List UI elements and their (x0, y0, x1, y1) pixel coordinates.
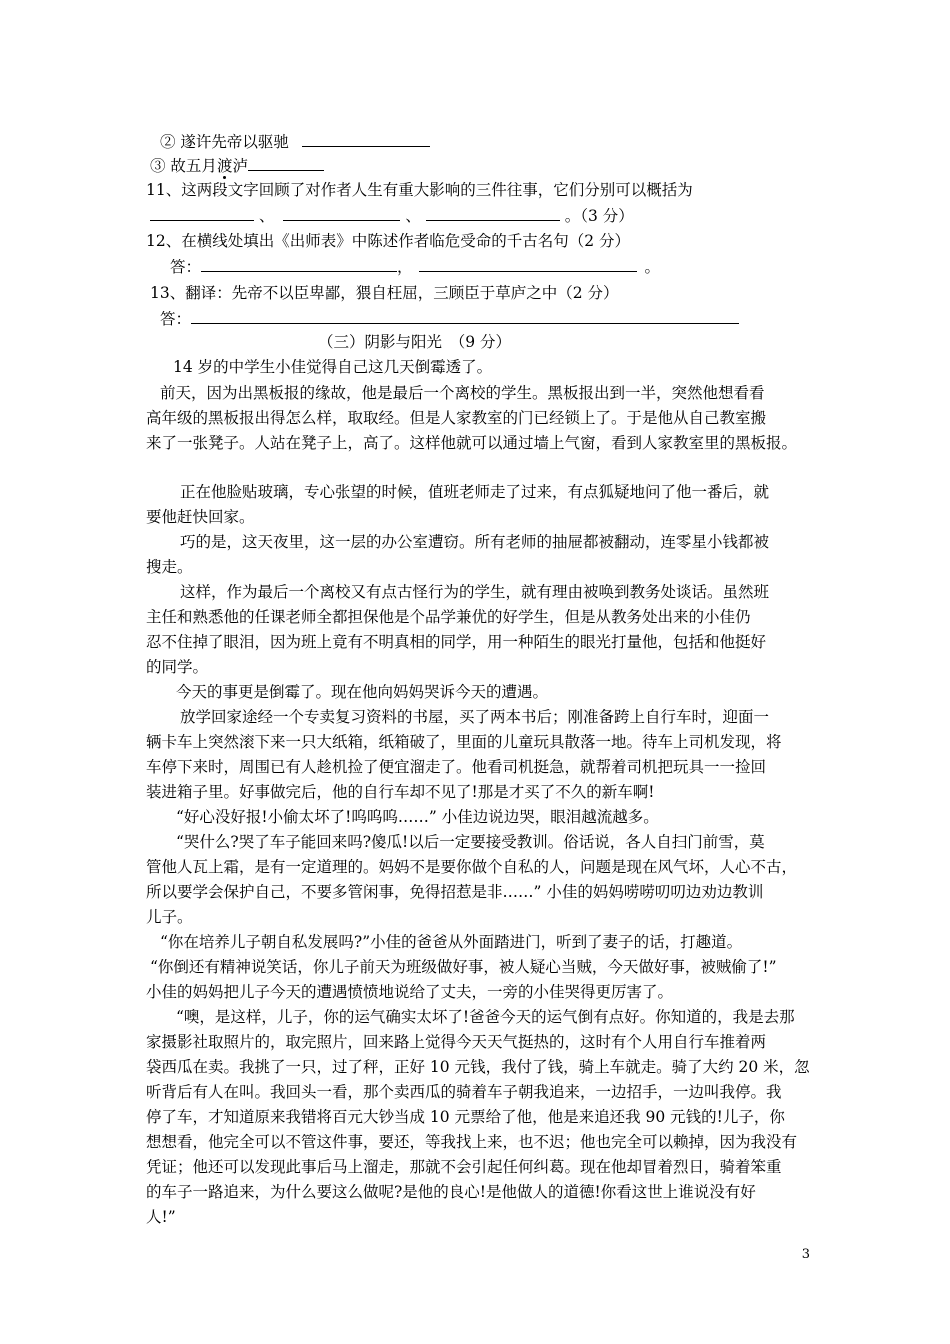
passage-line: 车停下来时，周围已有人趁机捡了便宜溜走了。他看司机挺急，就帮着司机把玩具一一捡回 (146, 758, 767, 776)
answer-blank[interactable] (302, 129, 430, 147)
passage-line: “你在培养儿子朝自私发展吗?”小佳的爸爸从外面踏进门，听到了妻子的话，打趣道。 (160, 933, 743, 951)
passage-line: 管他人瓦上霜，是有一定道理的。妈妈不是要你做个自私的人，问题是现在风气坏，人心不古， (146, 858, 798, 876)
passage-line: 忍不住掉了眼泪，因为班上竟有不明真相的同学，用一种陌生的眼光打量他，包括和他挺好 (146, 633, 767, 651)
passage-line: 人!” (146, 1208, 176, 1226)
question-11: 11、这两段文字回顾了对作者人生有重大影响的三件往事，它们分别可以概括为 (146, 181, 693, 199)
separator: 。 (644, 258, 661, 276)
separator: 、 (258, 207, 275, 225)
separator: 、 (405, 207, 421, 225)
answer-blank[interactable] (191, 306, 739, 324)
answer-blank[interactable] (419, 254, 637, 272)
question-11-answers (150, 203, 634, 228)
answer-label: 答： (160, 310, 192, 328)
emphasis-dot-char: 渡 (216, 157, 233, 175)
passage-line: 搜走。 (146, 558, 193, 576)
passage-line: 这样，作为最后一个离校又有点古怪行为的学生，就有理由被唤到教务处谈话。虽然班 (180, 583, 770, 601)
passage-line: 巧的是，这天夜里，这一层的办公室遭窃。所有老师的抽屉都被翻动，连零星小钱都被 (180, 533, 770, 551)
passage-line: 今天的事更是倒霉了。现在他向妈妈哭诉今天的遭遇。 (176, 683, 549, 701)
answer-blank[interactable] (150, 203, 254, 221)
passage-line: 儿子。 (146, 908, 193, 926)
question-13: 13、翻译：先帝不以臣卑鄙，猥自枉屈，三顾臣于草庐之中（2 分） (150, 284, 619, 302)
question-10-item-3 (150, 153, 324, 178)
question-12-answer (170, 254, 660, 279)
passage-line: 想想看，他完全可以不管这件事，要还，等我找上来，也不迟；他也完全可以赖掉，因为我没有 (146, 1133, 798, 1151)
passage-line: 听背后有人在叫。我回头一看，那个卖西瓜的骑着车子朝我追来，一边招手，一边叫我停。我 (146, 1083, 782, 1101)
answer-blank[interactable] (201, 254, 397, 272)
section-title: （三）阴影与阳光 （9 分） (318, 333, 512, 351)
passage-line: “哭什么?哭了车子能回来吗?傻瓜!以后一定要接受教训。俗话说，各人自扫门前雪，莫 (176, 833, 765, 851)
passage-line: 的同学。 (146, 658, 209, 676)
passage-line: 辆卡车上突然滚下来一只大纸箱，纸箱破了，里面的儿童玩具散落一地。待车上司机发现，将 (146, 733, 782, 751)
passage-line: “噢，是这样，儿子，你的运气确实太坏了!爸爸今天的运气倒有点好。你知道的，我是去那 (176, 1008, 795, 1026)
question-text: ② 遂许先帝以驱驰 (160, 133, 289, 151)
passage-line: “你倒还有精神说笑话，你儿子前天为班级做好事，被人疑心当贼，今天做好事，被贼偷了!” (150, 958, 777, 976)
passage-line: 袋西瓜在卖。我挑了一只，过了秤，正好 10 元钱，我付了钱，骑上车就走。骑了大约 20 米，忽 (146, 1058, 810, 1076)
passage-line: 的车子一路追来，为什么要这么做呢?是他的良心!是他做人的道德!你看这世上谁说没有好 (146, 1183, 756, 1201)
passage-line: 家摄影社取照片的，取完照片，回来路上觉得今天天气挺热的，这时有个人用自行车推着两 (146, 1033, 767, 1051)
score-label: 。（3 分） (564, 207, 634, 225)
answer-blank[interactable] (248, 153, 324, 171)
answer-blank[interactable] (426, 203, 560, 221)
passage-line: 14 岁的中学生小佳觉得自己这几天倒霉透了。 (173, 358, 493, 376)
answer-blank[interactable] (283, 203, 400, 221)
question-10-item-2 (160, 129, 430, 154)
question-12: 12、在横线处填出《出师表》中陈述作者临危受命的千古名句（2 分） (146, 232, 631, 250)
passage-line: 来了一张凳子。人站在凳子上，高了。这样他就可以通过墙上气窗，看到人家教室里的黑板报。 (146, 434, 798, 452)
answer-label: 答： (170, 258, 202, 276)
passage-line: 要他赶快回家。 (146, 508, 255, 526)
passage-line: 放学回家途经一个专卖复习资料的书屋，买了两本书后；刚准备跨上自行车时，迎面一 (180, 708, 770, 726)
passage-line: 凭证；他还可以发现此事后马上溜走，那就不会引起任何纠葛。现在他却冒着烈日，骑着笨重 (146, 1158, 782, 1176)
passage-line: “好心没好报!小偷太坏了!呜呜呜……” 小佳边说边哭，眼泪越流越多。 (176, 808, 659, 826)
separator: ， (397, 258, 413, 276)
question-13-answer (160, 306, 739, 331)
question-text: ③ 故五月 (150, 157, 217, 175)
page-number: 3 (801, 1247, 810, 1262)
passage-line: 停了车，才知道原来我错将百元大钞当成 10 元票给了他，他是来追还我 90 元钱的!儿子，你 (146, 1108, 785, 1126)
passage-line: 前天，因为出黑板报的缘故，他是最后一个离校的学生。黑板报出到一半，突然他想看看 (160, 384, 765, 402)
passage-line: 装进箱子里。好事做完后，他的自行车却不见了!那是才买了不久的新车啊! (146, 783, 655, 801)
passage-line: 正在他脸贴玻璃，专心张望的时候，值班老师走了过来，有点狐疑地问了他一番后，就 (180, 483, 770, 501)
passage-line: 高年级的黑板报出得怎么样，取取经。但是人家教室的门已经锁上了。于是他从自己教室搬 (146, 409, 767, 427)
passage-line: 小佳的妈妈把儿子今天的遭遇愤愤地说给了丈夫，一旁的小佳哭得更厉害了。 (146, 983, 674, 1001)
question-text: 泸 (232, 157, 248, 175)
passage-line: 所以要学会保护自己，不要多管闲事，免得招惹是非……” 小佳的妈妈唠唠叨叨边劝边教训 (146, 883, 764, 901)
passage-line: 主任和熟悉他的任课老师全都担保他是个品学兼优的好学生，但是从教务处出来的小佳仍 (146, 608, 751, 626)
